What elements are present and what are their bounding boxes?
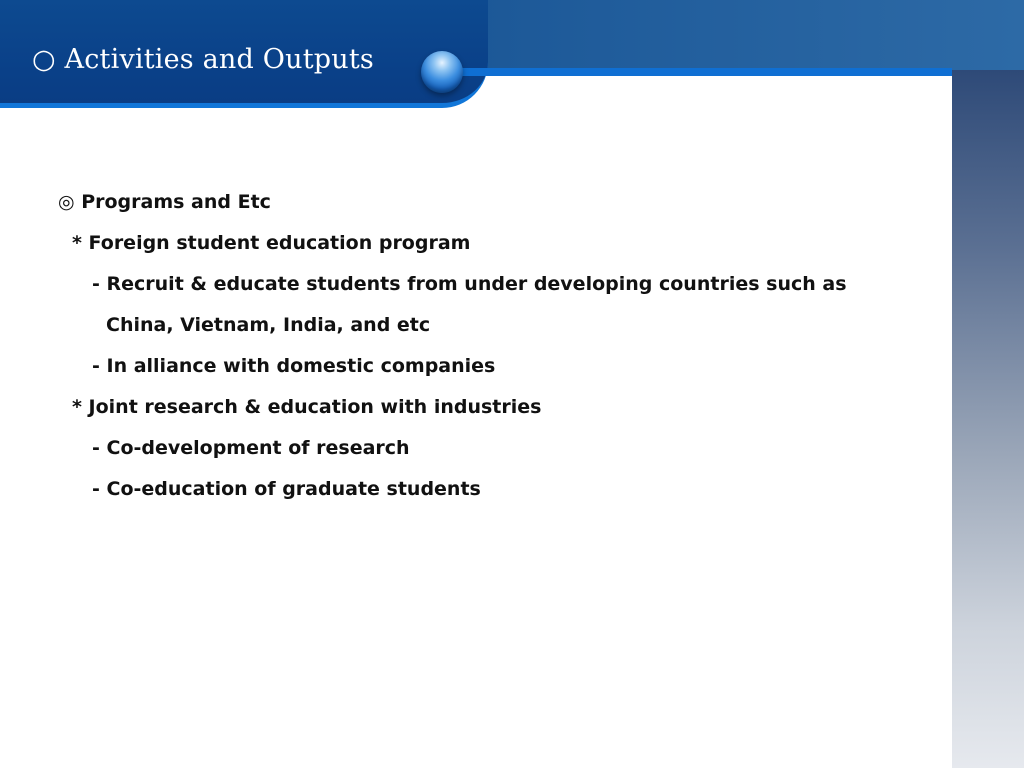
orb-icon: [421, 51, 463, 93]
sub-bullet-item: - Co-education of graduate students: [92, 478, 481, 500]
slide-content: [58, 182, 938, 510]
sub-bullet-item: - In alliance with domestic companies: [92, 355, 496, 377]
header-accent-rule: [440, 68, 952, 76]
side-gradient-panel: [952, 70, 1024, 768]
sub-bullet-item: - Co-development of research: [92, 437, 410, 459]
sub-bullet-item: - Recruit & educate students from under developing countries such as: [92, 273, 847, 295]
sub-bullet-continuation: China, Vietnam, India, and etc: [106, 314, 431, 336]
section-heading: ◎ Programs and Etc: [58, 191, 271, 213]
bullet-item: * Foreign student education program: [72, 232, 471, 254]
slide-title: ○ Activities and Outputs: [32, 44, 374, 75]
bullet-item: * Joint research & education with industries: [72, 396, 542, 418]
